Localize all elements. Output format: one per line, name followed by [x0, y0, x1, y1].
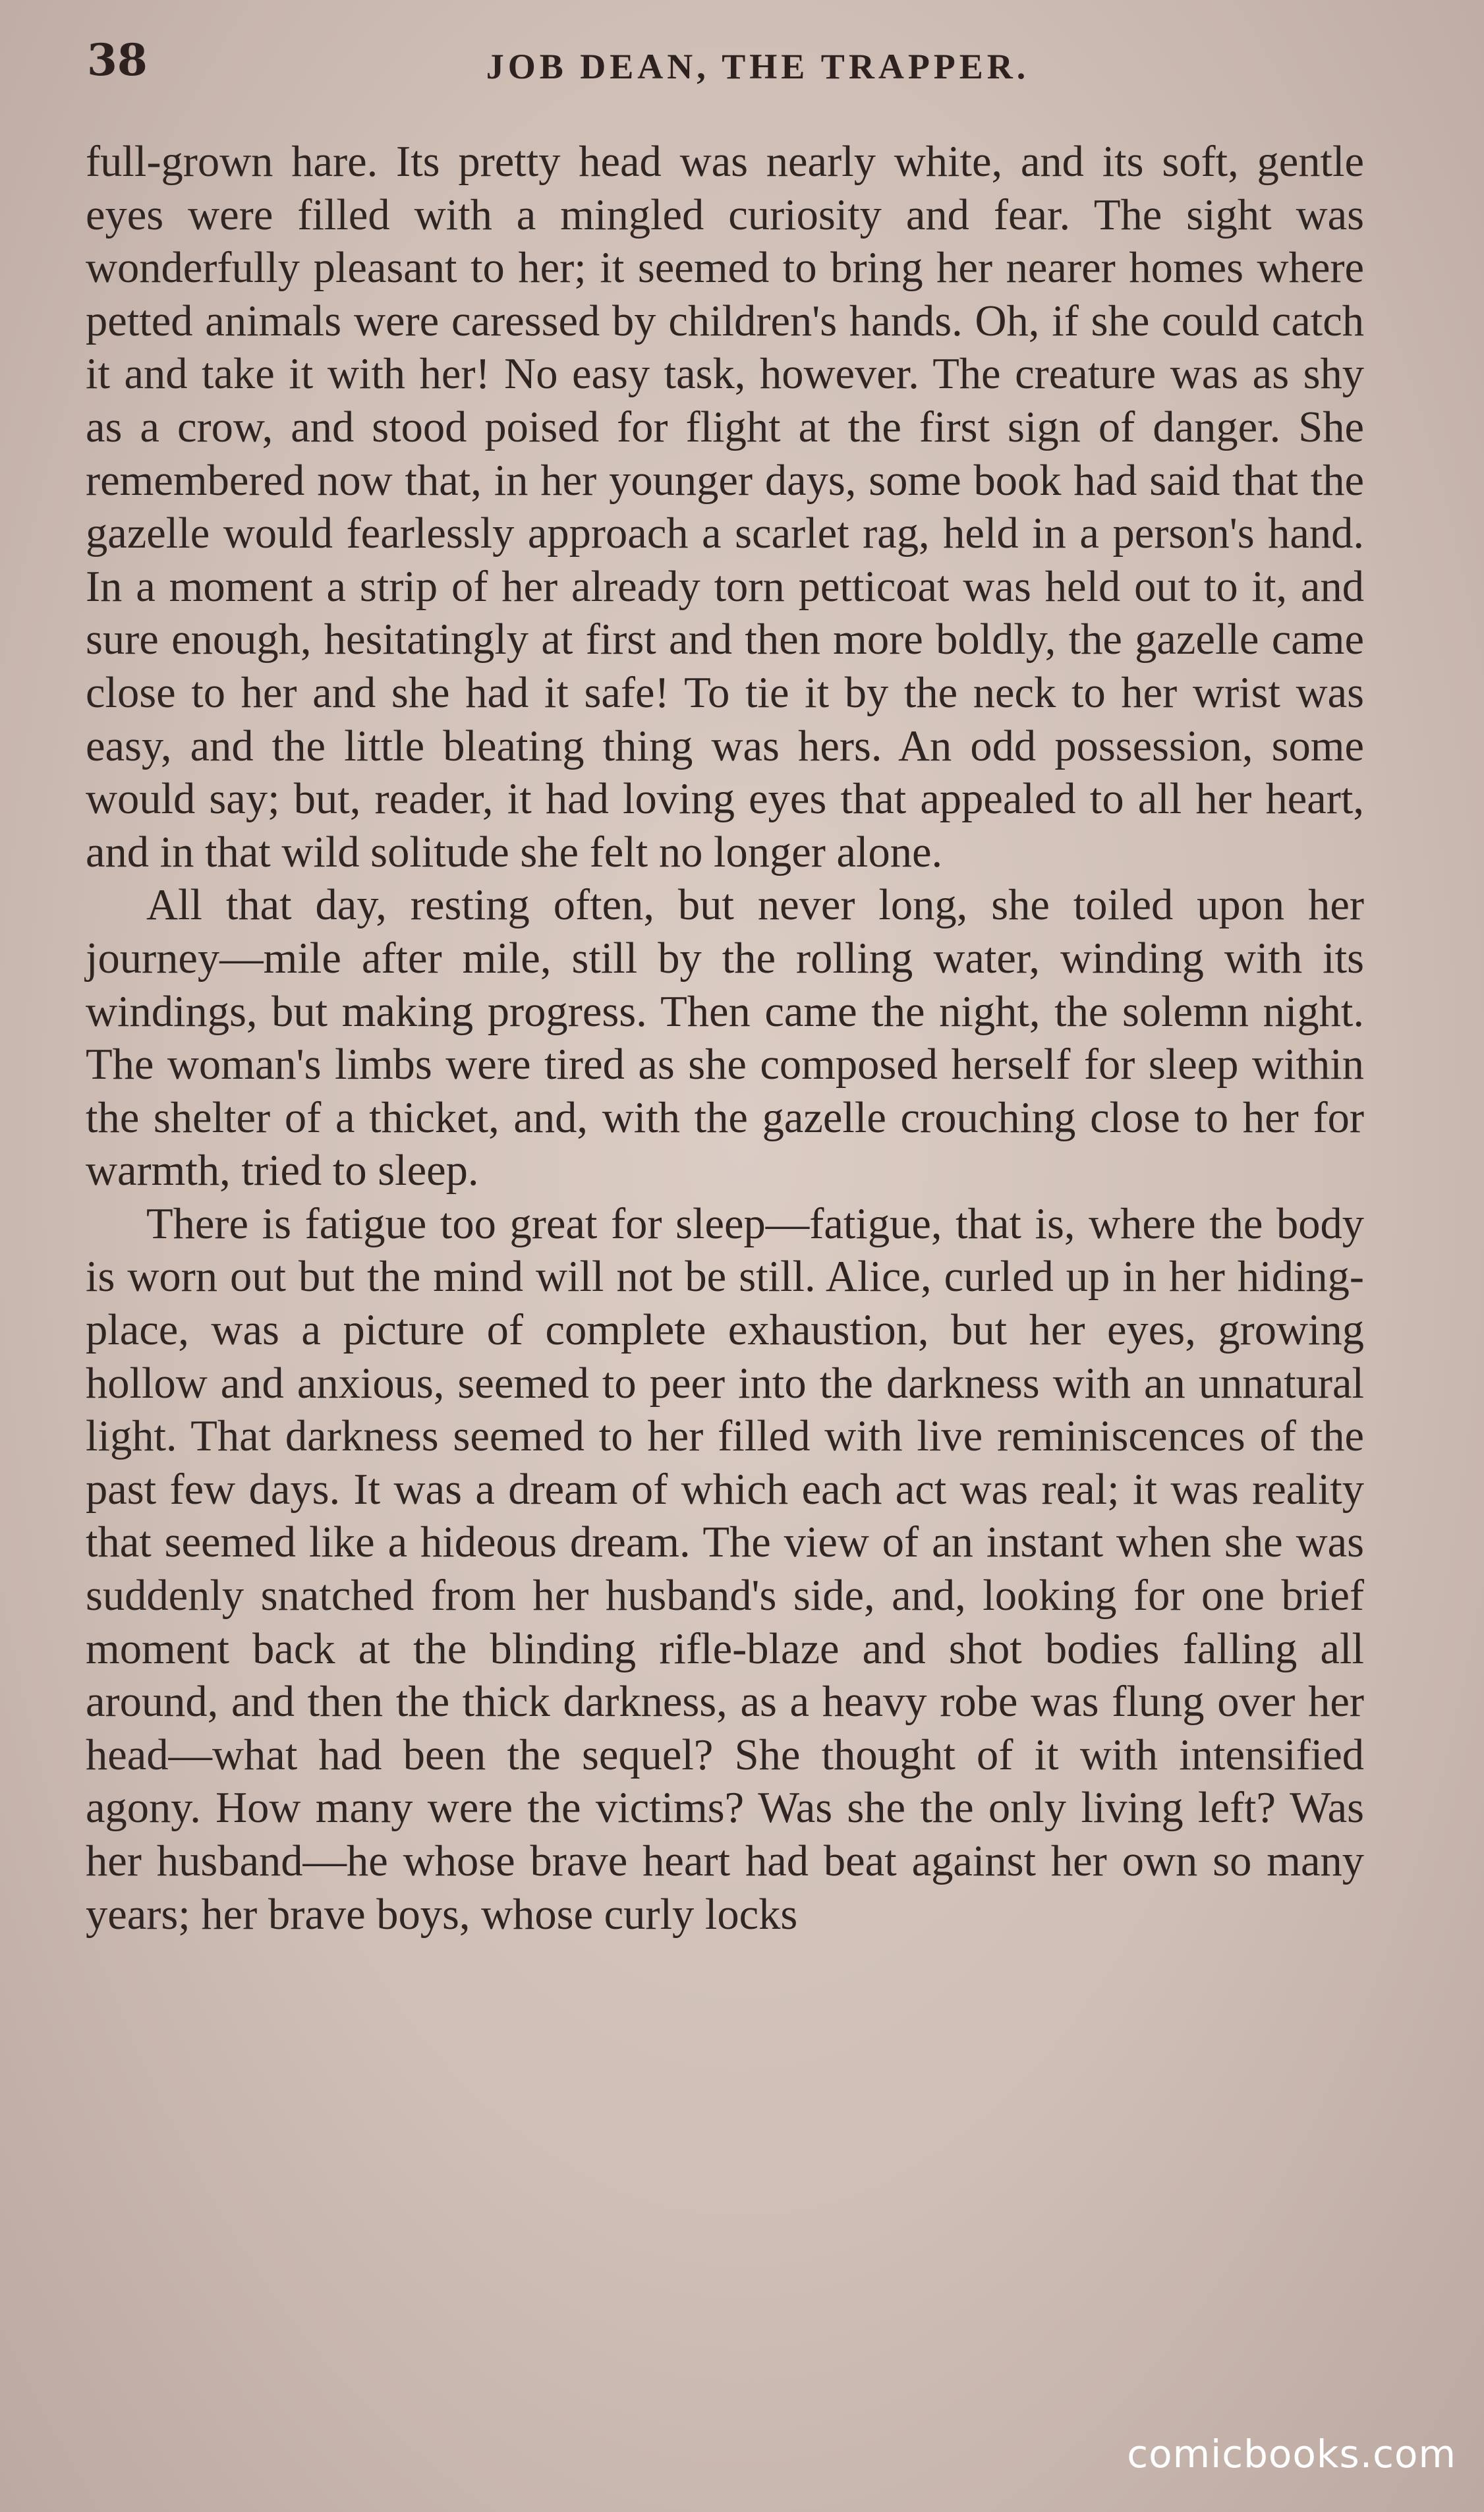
paragraph-2: All that day, resting often, but never long, she toiled upon her journey—mile after mile, still by the rolling water, winding with its windings, but making progress. Then came the night, the solemn night. The woman's limbs were tired as she composed herself for sleep within the shelter of a thicket, and, with the gazelle crouching close to her for warmth, tried to sleep. [86, 881, 1364, 1195]
watermark-text: comicbooks.com [1127, 2432, 1456, 2476]
body-text [86, 136, 1364, 1941]
paragraph-1: full-grown hare. Its pretty head was nearly white, and its soft, gentle eyes were filled with a mingled curiosity and fear. The sight was wonderfully pleasant to her; it seemed to bring her nearer homes where petted animals were caressed by children's hands. Oh, if she could catch it and take it with her! No easy task, however. The creature was as shy as a crow, and stood poised for flight at the first sign of danger. She remembered now that, in her younger days, some book had said that the gazelle would fearlessly approach a scarlet rag, held in a person's hand. In a moment a strip of her already torn petticoat was held out to it, and sure enough, hesitatingly at first and then more boldly, the gazelle came close to her and she had it safe! To tie it by the neck to her wrist was easy, and the little bleating thing was hers. An odd possession, some would say; but, reader, it had loving eyes that appealed to all her heart, and in that wild solitude she felt no longer alone. [86, 138, 1364, 876]
page-number: 38 [87, 34, 148, 86]
running-title: JOB DEAN, THE TRAPPER. [486, 47, 1030, 86]
paragraph-3: There is fatigue too great for sleep—fatigue, that is, where the body is worn out but the mind will not be still. Alice, curled up in her hiding-place, was a picture of complete exhaustion, but her eyes, growing hollow and anxious, seemed to peer into the darkness with an unnatural light. That darkness seemed to her filled with live reminiscences of the past few days. It was a dream of which each act was real; it was reality that seemed like a hideous dream. The view of an instant when she was suddenly snatched from her husband's side, and, looking for one brief moment back at the blinding rifle-blaze and shot bodies falling all around, and then the thick darkness, as a heavy robe was flung over her head—what had been the sequel? She thought of it with intensified agony. How many were the victims? Was she the only living left? Was her husband—he whose brave heart had beat against her own so many years; her brave boys, whose curly locks [86, 1199, 1364, 1939]
